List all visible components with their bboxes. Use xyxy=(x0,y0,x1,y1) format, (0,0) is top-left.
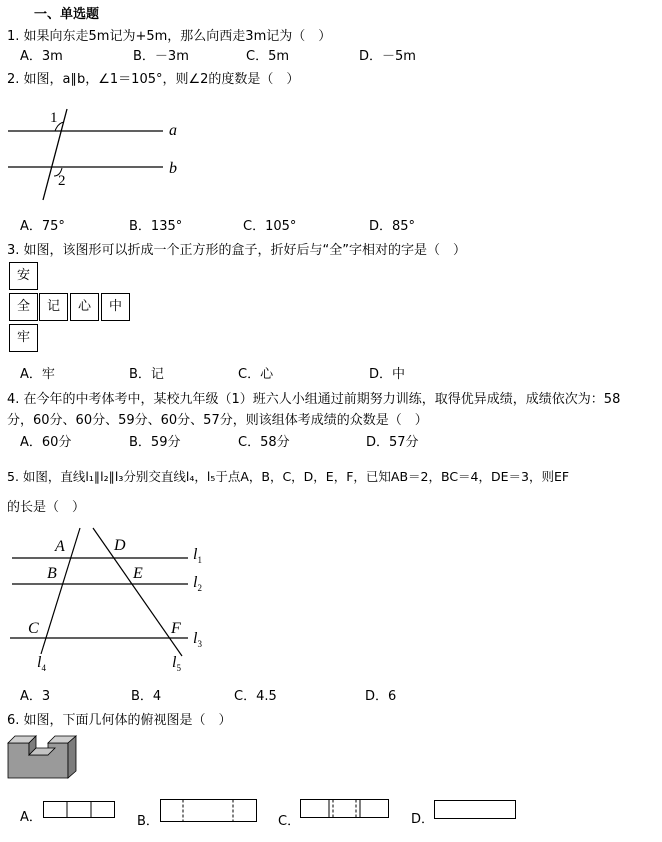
q3-option-b[interactable]: B．记 xyxy=(129,367,164,382)
q6-option-b-label[interactable]: B． xyxy=(137,814,159,829)
net-cell-row-3: 心 xyxy=(70,293,99,321)
question-1-stem: 1. 如果向东走5m记为+5m，那么向西走3m记为（ ） xyxy=(7,29,332,44)
line-l3-label: $l_3$ xyxy=(193,630,202,650)
line-b-label: b xyxy=(169,160,177,177)
q2-option-b[interactable]: B．135° xyxy=(129,219,183,234)
net-cell-top: 安 xyxy=(9,262,38,290)
net-cell-row-1: 全 xyxy=(9,293,38,321)
question-6-stem: 6. 如图，下面几何体的俯视图是（ ） xyxy=(7,713,232,728)
q2-option-c[interactable]: C．105° xyxy=(243,219,297,234)
q6-option-a-figure[interactable] xyxy=(43,801,118,821)
q6-option-c-label[interactable]: C． xyxy=(278,814,301,829)
section-title: 一、单选题 xyxy=(34,7,100,22)
q6-option-a-label[interactable]: A． xyxy=(20,810,42,825)
q5-parallel-lines-figure xyxy=(0,520,220,680)
line-l2-label: $l_2$ xyxy=(193,574,202,594)
q3-option-d[interactable]: D．中 xyxy=(369,367,406,382)
line-l4-label: $l_4$ xyxy=(37,654,46,674)
question-2-stem: 2. 如图，a∥b，∠1＝105°，则∠2的度数是（ ） xyxy=(7,72,300,87)
q5-option-a[interactable]: A．3 xyxy=(20,689,51,704)
net-cell-row-2: 记 xyxy=(39,293,68,321)
line-l5 xyxy=(93,528,182,656)
point-d-label: D xyxy=(114,537,126,554)
point-a-label: A xyxy=(55,538,65,555)
q3-option-a[interactable]: A．牢 xyxy=(20,367,55,382)
q4-option-b[interactable]: B．59分 xyxy=(129,435,181,450)
q6-option-b-figure[interactable] xyxy=(160,799,260,825)
q2-option-d[interactable]: D．85° xyxy=(369,219,416,234)
q4-option-d[interactable]: D．57分 xyxy=(366,435,419,450)
question-3-stem: 3. 如图，该图形可以折成一个正方形的盒子，折好后与“全”字相对的字是（ ） xyxy=(7,243,467,258)
q3-option-c[interactable]: C．心 xyxy=(238,367,274,382)
line-a-label: a xyxy=(169,122,177,139)
line-l5-label: $l_5$ xyxy=(172,654,181,674)
point-e-label: E xyxy=(133,565,143,582)
q1-option-d[interactable]: D．－5m xyxy=(359,49,416,64)
q1-option-c[interactable]: C．5m xyxy=(246,49,290,64)
q5-option-b[interactable]: B．4 xyxy=(131,689,162,704)
q5-option-d[interactable]: D．6 xyxy=(365,689,397,704)
line-l1-label: $l_1$ xyxy=(193,546,202,566)
point-c-label: C xyxy=(28,620,39,637)
angle-2-label: 2 xyxy=(58,173,66,189)
net-cell-bottom: 牢 xyxy=(9,324,38,352)
question-4-stem-line1: 4. 在今年的中考体考中，某校九年级（1）班六人小组通过前期努力训练，取得优异成绩，成绩依次为：58 xyxy=(7,392,621,407)
q1-option-b[interactable]: B．－3m xyxy=(133,49,189,64)
q4-option-c[interactable]: C．58分 xyxy=(238,435,290,450)
q6-option-d-figure[interactable] xyxy=(434,800,519,822)
net-cell-row-4: 中 xyxy=(101,293,130,321)
q6-option-c-figure[interactable] xyxy=(300,799,392,823)
q1-option-a[interactable]: A．3m xyxy=(20,49,63,64)
question-5-stem-line1: 5. 如图，直线l₁∥l₂∥l₃分别交直线l₄，l₅于点A，B，C，D，E，F，已知AB＝2，BC＝4，DE＝3，则EF xyxy=(7,469,570,484)
question-5-stem-line2: 的长是（ ） xyxy=(7,500,86,515)
q6-solid-figure xyxy=(0,728,90,788)
question-4-stem-line2: 分，60分、60分、59分、60分、57分，则该组体考成绩的众数是（ ） xyxy=(7,413,428,428)
q2-option-a[interactable]: A．75° xyxy=(20,219,65,234)
q5-option-c[interactable]: C．4.5 xyxy=(234,689,277,704)
point-b-label: B xyxy=(47,565,57,582)
q6-option-d-label[interactable]: D． xyxy=(411,812,435,827)
q2-parallel-lines-figure xyxy=(0,100,200,210)
q4-option-a[interactable]: A．60分 xyxy=(20,435,72,450)
point-f-label: F xyxy=(171,620,181,637)
angle-1-label: 1 xyxy=(50,110,58,126)
